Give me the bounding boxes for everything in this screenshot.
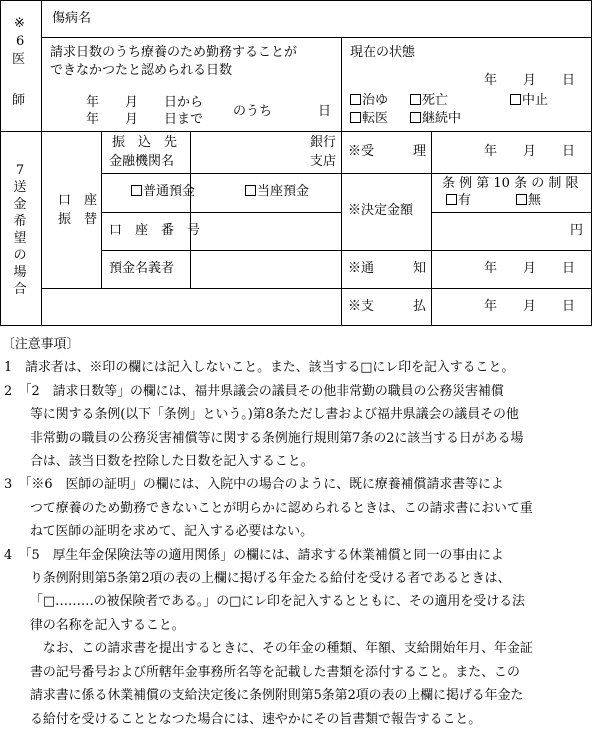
note-3-line3: ねて医師の証明を求めて、記入する必要はない。 [30,524,314,540]
checkbox-icon[interactable] [410,112,421,123]
payment-date: 年 月 日 [484,299,576,314]
limit-no[interactable]: 無 [516,193,541,209]
note-2-line1: 2 「2 請求日数等」の欄には、福井県議会の議員その他非常勤の職員の公務災害補償 [4,383,504,399]
of-which-label: のうち [233,104,273,119]
note-5-line1: なお、この請求書を提出するときに、その年金の種類、年額、支給開始年月、年金証 [30,641,533,657]
checkbox-icon[interactable] [446,194,457,205]
checkbox-icon[interactable] [350,112,361,123]
doctor-mark: ※ [14,16,25,31]
checkbox-icon[interactable] [131,185,142,196]
status-transfer[interactable]: 転医 [350,111,388,127]
note-2-line4: 合は、該当日数を控除した日数を記入すること。 [30,454,314,470]
limit-yes[interactable]: 有 [446,193,471,209]
account-transfer-line2: 振 替 [58,212,98,227]
claim-form-table [0,0,592,330]
decided-amount-label: ※決定金額 [348,203,414,218]
remittance-side-label: 7送金希望の場合 [13,163,27,297]
days-label-line2: できなかつたと認められる日数 [50,63,233,78]
note-2-line3: 非常勤の職員の公務災害補償等に関する条例施行規則第7条の2に該当する日がある場 [30,430,524,446]
days-label-line1: 請求日数のうち療養のため勤務することが [50,45,298,60]
note-2-line2: 等に関する条例(以下「条例」という。)第8条ただし書および福井県議会の議員その他 [30,407,519,423]
note-5-line3: 請求書に係る休業補償の支給決定後に条例附則第5条第2項の表の上欄に掲げる年金た [30,688,524,704]
limit-label: 条 例 第 10 条 の 制 限 [442,176,579,191]
yen-unit: 円 [570,223,584,238]
bank-label-2: 金融機関名 [109,154,175,169]
notes-heading: 〔注意事項〕 [2,337,80,352]
status-label: 現在の状態 [350,45,416,60]
notice-label: ※通 知 [348,261,427,276]
bank-suffix: 銀行 [310,135,337,150]
doctor-label-2: 師 [12,93,26,108]
note-4-line3: 「□………の被保険者である。」の□にレ印を記入するとともに、その適用を受ける法 [30,594,525,610]
status-death[interactable]: 死亡 [410,93,448,109]
branch-suffix: 支店 [310,154,337,169]
note-5-line2: 書の記号番号および所轄年金事務所名等を記載した書類を添付すること。また、この [30,664,520,680]
status-continuing[interactable]: 継続中 [410,111,461,127]
received-label: ※受 理 [348,144,427,159]
note-4-line4: 律の名称を記入すること。 [30,617,185,633]
note-3-line2: つて療養のため勤務できないことが明らかに認められるときは、この請求書において重 [30,500,533,516]
disease-name-label: 傷病名 [52,11,92,26]
deposit-ordinary[interactable]: 普通預金 [131,184,195,200]
days-unit: 日 [318,104,332,119]
deposit-current[interactable]: 当座預金 [245,184,309,200]
checkbox-icon[interactable] [350,94,361,105]
account-number-label: 口 座 番 号 [109,223,201,238]
notice-date: 年 月 日 [484,261,576,276]
period-from: 年 月 日から [86,95,204,110]
note-3-line1: 3 「※6 医師の証明」の欄には、入院中の場合のように、既に療養補償請求書等によ [4,477,504,493]
note-1: 1 請求者は、※印の欄には記入しないこと。また、該当する□にレ印を記入すること。 [4,360,515,376]
checkbox-icon[interactable] [410,94,421,105]
period-to: 年 月 日まで [86,112,204,127]
status-date: 年 月 日 [484,73,576,88]
status-cured[interactable]: 治ゆ [350,93,388,109]
note-4-line2: り条例附則第5条第2項の表の上欄に掲げる年金たる給付を受ける者であるときは、 [30,571,511,587]
checkbox-icon[interactable] [510,94,521,105]
payment-label: ※支 払 [348,299,427,314]
doctor-number: 6 [16,34,25,49]
received-date: 年 月 日 [484,144,576,159]
note-4-line1: 4 「5 厚生年金保険法等の適用関係」の欄には、請求する休業補償と同一の事由によ [4,547,504,563]
account-transfer-line1: 口 座 [58,193,98,208]
doctor-label-1: 医 [12,52,26,67]
status-suspended[interactable]: 中止 [510,93,548,109]
checkbox-icon[interactable] [516,194,527,205]
account-holder-label: 預金名義者 [109,261,175,276]
bank-label-1: 振 込 先 [112,135,178,150]
checkbox-icon[interactable] [245,185,256,196]
note-5-line4: る給付を受けることとなつた場合には、速やかにその旨書類で報告すること。 [30,711,482,727]
notes-section [4,333,590,731]
